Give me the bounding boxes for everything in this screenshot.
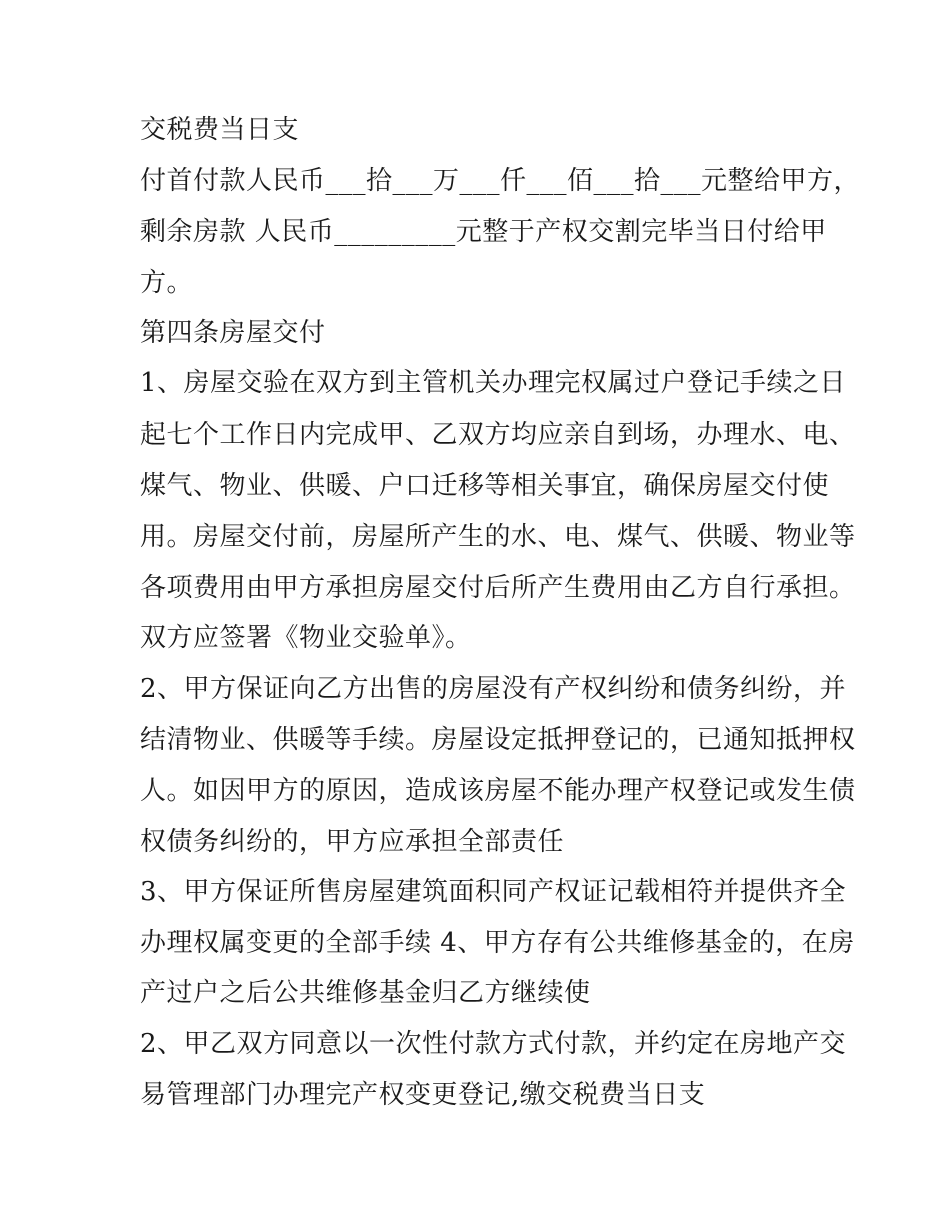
text-line: 2、甲乙双方同意以一次性付款方式付款，并约定在房地产交 <box>140 1029 847 1059</box>
text-line: 3、甲方保证所售房屋建筑面积同产权证记载相符并提供齐全 <box>140 877 847 907</box>
text-line: 1、房屋交验在双方到主管机关办理完权属过户登记手续之日 <box>140 368 847 398</box>
text-line: 结清物业、供暖等手续。房屋设定抵押登记的，已通知抵押权 <box>140 725 856 755</box>
text-line: 2、甲方保证向乙方出售的房屋没有产权纠纷和债务纠纷，并 <box>140 674 847 704</box>
text-line: 付首付款人民币___拾___万___仟___佰___拾___元整给甲方， <box>140 166 861 196</box>
text-line: 人。如因甲方的原因，造成该房屋不能办理产权登记或发生债 <box>140 776 856 806</box>
text-line: 用。房屋交付前，房屋所产生的水、电、煤气、供暖、物业等 <box>140 522 856 552</box>
text-line: 交税费当日支 <box>140 115 300 145</box>
text-line: 方。 <box>140 268 194 298</box>
text-line: 权债务纠纷的，甲方应承担全部责任 <box>140 827 565 857</box>
text-line: 煤气、物业、供暖、户口迁移等相关事宜，确保房屋交付使 <box>140 471 830 501</box>
text-line: 起七个工作日内完成甲、乙双方均应亲自到场，办理水、电、 <box>140 420 856 450</box>
text-line: 易管理部门办理完产权变更登记,缴交税费当日支 <box>140 1080 706 1110</box>
text-line: 办理权属变更的全部手续 4、甲方存有公共维修基金的，在房 <box>140 928 855 958</box>
text-line: 剩余房款 人民币_________元整于产权交割完毕当日付给甲 <box>140 217 827 247</box>
section-heading: 第四条房屋交付 <box>140 318 326 348</box>
text-line: 双方应签署《物业交验单》。 <box>140 623 472 653</box>
text-line: 各项费用由甲方承担房屋交付后所产生费用由乙方自行承担。 <box>140 573 856 603</box>
text-line: 产过户之后公共维修基金归乙方继续使 <box>140 978 591 1008</box>
